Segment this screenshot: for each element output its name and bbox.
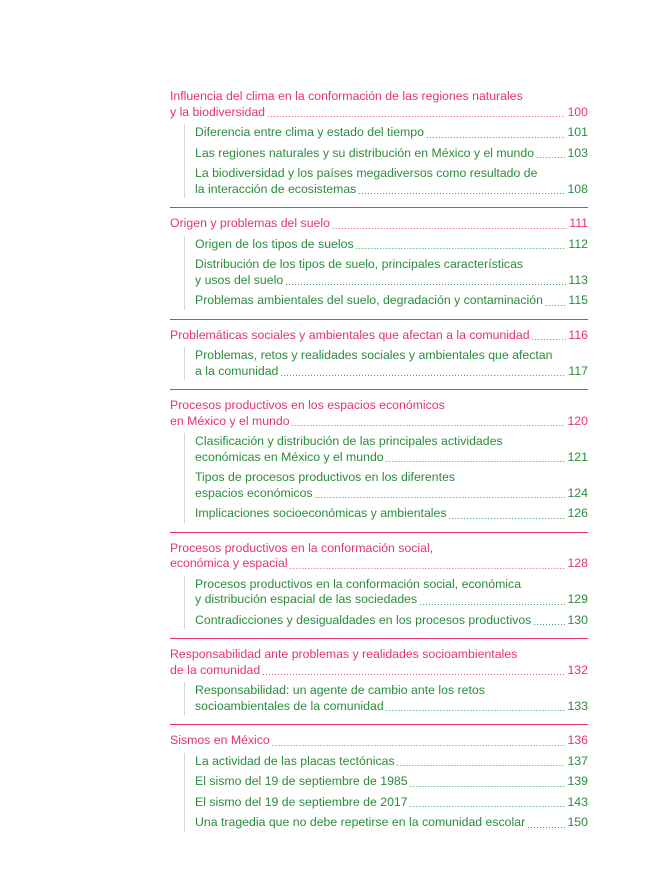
section-title [170, 89, 588, 120]
dot-leader [410, 778, 566, 790]
subsection-entry-row [195, 293, 588, 309]
subsection-entry-line: la interacción de ecosistemas [195, 181, 357, 196]
subsection-entry-line: Tipos de procesos productivos en los diferentes [195, 470, 455, 484]
section-title [170, 647, 588, 678]
section-title-line: Sismos en México [170, 733, 270, 747]
subsection-entry-line: a la comunidad [195, 363, 279, 378]
dot-leader [332, 220, 567, 232]
page-number: 103 [567, 145, 588, 160]
page-number: 150 [567, 815, 588, 829]
dot-leader [545, 297, 566, 309]
subsection-entry-line: Las regiones naturales y su distribución en México y el mundo [195, 145, 535, 160]
subsection-entry [195, 754, 588, 770]
page-number: 108 [567, 181, 588, 196]
subsection-entry [195, 293, 588, 309]
section-divider [170, 532, 588, 533]
page-number: 112 [568, 236, 588, 251]
section-divider [170, 207, 588, 208]
subsection-entry [195, 434, 588, 465]
page-number: 124 [567, 485, 588, 500]
dot-leader [280, 367, 566, 379]
dot-leader [315, 489, 566, 501]
section-divider [170, 724, 588, 725]
section-title-line: y la biodiversidad [170, 104, 266, 119]
subsection-list [184, 682, 588, 715]
subsection-entry-line: y distribución espacial de las sociedades [195, 592, 418, 606]
dot-leader [426, 129, 565, 141]
dot-leader [397, 757, 566, 769]
subsection-entry-line: socioambientales de la comunidad [195, 698, 384, 713]
table-of-contents [170, 89, 588, 832]
page-number: 139 [567, 774, 588, 788]
section-title-line: en México y el mundo [170, 413, 290, 428]
dot-leader [290, 560, 566, 572]
page-number: 126 [567, 506, 588, 520]
section-title [170, 328, 588, 344]
subsection-entry [195, 470, 588, 501]
page-number: 100 [567, 104, 588, 119]
section-title-line: económica y espacial [170, 556, 288, 570]
subsection-entry-row [195, 613, 588, 629]
dot-leader [386, 702, 566, 714]
subsection-entry-line: y usos del suelo [195, 272, 284, 287]
section-title-row [170, 733, 588, 749]
subsection-entry-line: Responsabilidad: un agente de cambio ante los retos [195, 683, 485, 697]
toc-section [170, 733, 588, 832]
section-title-line: Procesos productivos en la conformación social, [170, 540, 434, 555]
subsection-entry-line: Distribución de los tipos de suelo, principales características [195, 257, 524, 271]
dot-leader [410, 798, 566, 810]
toc-section [170, 541, 588, 630]
subsection-entry-line: Implicaciones socioeconómicas y ambientales [195, 506, 447, 520]
section-title [170, 733, 588, 749]
subsection-entry-row [195, 486, 588, 502]
section-title-line: Procesos productivos en los espacios económicos [170, 398, 445, 412]
page-number: 129 [567, 592, 588, 606]
page-number: 120 [567, 413, 588, 428]
subsection-entry-line: Problemas ambientales del suelo, degradación y contaminación [195, 293, 543, 307]
subsection-entry-line: Origen de los tipos de suelos [195, 236, 354, 251]
subsection-entry [195, 146, 588, 162]
section-title [170, 541, 588, 572]
subsection-entry-row [195, 795, 588, 811]
toc-section [170, 328, 588, 381]
subsection-entry [195, 683, 588, 714]
subsection-entry [195, 257, 588, 288]
section-title [170, 398, 588, 429]
subsection-entry-line: espacios económicos [195, 485, 313, 500]
section-divider [170, 389, 588, 390]
page-number: 116 [568, 327, 588, 342]
page-number: 117 [568, 363, 588, 378]
subsection-entry-line: La actividad de las placas tectónicas [195, 753, 395, 768]
subsection-entry-row [195, 237, 588, 253]
section-title-row [170, 216, 588, 232]
subsection-entry-line: Diferencia entre clima y estado del tiempo [195, 125, 424, 139]
subsection-list [184, 753, 588, 832]
subsection-entry-line: Clasificación y distribución de las principales actividades [195, 434, 503, 448]
section-title-line: Influencia del clima en la conformación de las regiones naturales [170, 89, 523, 103]
dot-leader [419, 596, 565, 608]
section-title-row [170, 663, 588, 679]
toc-section [170, 647, 588, 715]
subsection-entry-row [195, 182, 588, 198]
subsection-list [184, 124, 588, 198]
section-divider [170, 319, 588, 320]
dot-leader [449, 510, 566, 522]
subsection-entry-row [195, 273, 588, 289]
dot-leader [532, 331, 567, 343]
page-number: 136 [567, 733, 588, 747]
subsection-entry [195, 613, 588, 629]
subsection-entry-row [195, 699, 588, 715]
section-title-row [170, 105, 588, 121]
subsection-entry [195, 166, 588, 197]
dot-leader [267, 108, 565, 120]
subsection-entry-row [195, 774, 588, 790]
subsection-entry-line: El sismo del 19 de septiembre de 2017 [195, 794, 408, 809]
subsection-entry-line: Contradicciones y desigualdades en los procesos productivos [195, 612, 532, 627]
page-number: 143 [567, 794, 588, 809]
dot-leader [527, 819, 565, 831]
subsection-entry [195, 348, 588, 379]
section-divider [170, 638, 588, 639]
subsection-list [184, 433, 588, 523]
subsection-list [184, 347, 588, 380]
subsection-entry-row [195, 815, 588, 831]
subsection-entry-row [195, 146, 588, 162]
dot-leader [358, 185, 565, 197]
section-title-line: de la comunidad [170, 662, 261, 677]
subsection-list [184, 236, 588, 310]
section-title-line: Responsabilidad ante problemas y realidades socioambientales [170, 647, 518, 661]
page-number: 137 [567, 753, 588, 768]
section-title-line: Problemáticas sociales y ambientales que afectan a la comunidad [170, 327, 530, 342]
dot-leader [272, 737, 566, 749]
section-title-row [170, 414, 588, 430]
subsection-entry [195, 774, 588, 790]
page-number: 121 [567, 449, 588, 464]
subsection-entry-line: Procesos productivos en la conformación social, económica [195, 576, 522, 591]
dot-leader [533, 616, 565, 628]
section-title-line: Origen y problemas del suelo [170, 216, 330, 230]
page-number: 133 [567, 698, 588, 713]
dot-leader [292, 417, 566, 429]
subsection-entry [195, 506, 588, 522]
dot-leader [386, 453, 566, 465]
subsection-entry-line: Una tragedia que no debe repetirse en la comunidad escolar [195, 815, 526, 829]
section-title-row [170, 328, 588, 344]
subsection-entry-row [195, 592, 588, 608]
subsection-entry-row [195, 125, 588, 141]
subsection-entry-row [195, 450, 588, 466]
subsection-entry [195, 795, 588, 811]
dot-leader [536, 149, 565, 161]
dot-leader [285, 276, 566, 288]
toc-section [170, 398, 588, 523]
page-number: 101 [567, 125, 588, 139]
subsection-entry [195, 237, 588, 253]
subsection-entry-row [195, 754, 588, 770]
subsection-entry [195, 815, 588, 831]
subsection-entry-row [195, 506, 588, 522]
page-number: 113 [568, 272, 588, 287]
subsection-entry-line: La biodiversidad y los países megadiversos como resultado de [195, 166, 538, 180]
subsection-entry-line: económicas en México y el mundo [195, 449, 384, 464]
dot-leader [262, 666, 565, 678]
subsection-entry-line: El sismo del 19 de septiembre de 1985 [195, 774, 408, 788]
toc-section [170, 216, 588, 310]
subsection-entry [195, 577, 588, 608]
subsection-entry [195, 125, 588, 141]
subsection-list [184, 576, 588, 630]
section-title-row [170, 556, 588, 572]
page-number: 115 [568, 293, 588, 307]
subsection-entry-line: Problemas, retos y realidades sociales y ambientales que afectan [195, 348, 553, 362]
page-number: 132 [567, 662, 588, 677]
subsection-entry-row [195, 364, 588, 380]
page-number: 128 [567, 556, 588, 570]
dot-leader [356, 240, 567, 252]
page-number: 130 [567, 612, 588, 627]
section-title [170, 216, 588, 232]
toc-section [170, 89, 588, 198]
page-number: 111 [569, 216, 588, 230]
